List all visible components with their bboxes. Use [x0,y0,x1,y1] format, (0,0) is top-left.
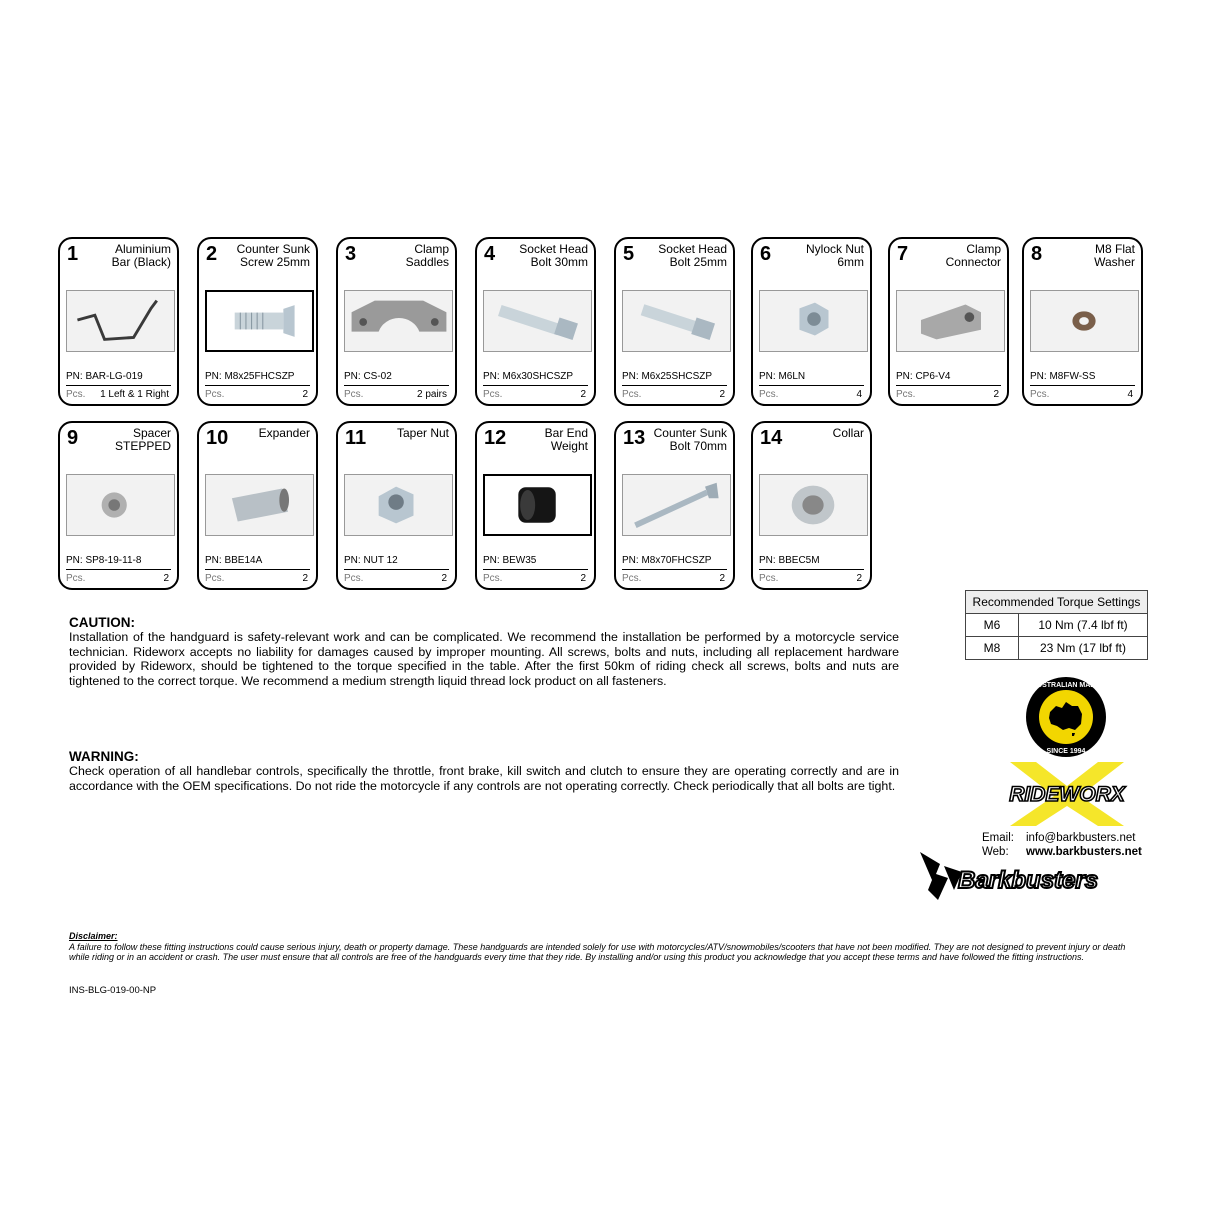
pn-value: CP6-V4 [915,371,951,382]
pn-value: M8FW-SS [1049,371,1096,382]
pcs-label: Pcs. [896,389,916,400]
part-pn-row [66,369,171,386]
part-illustration [760,291,867,351]
part-photo [622,474,731,536]
part-card [751,421,872,590]
part-title: Socket Head Bolt 30mm [519,242,588,269]
part-illustration [484,291,591,351]
part-pcs-row [483,387,588,403]
part-pn-row [483,553,588,570]
part-photo [205,474,314,536]
part-photo [759,290,868,352]
part-illustration [345,475,452,535]
pn-value: BBEC5M [778,555,820,566]
pcs-label: Pcs. [205,389,225,400]
part-number: 4 [484,243,496,265]
pcs-value: 1 Left & 1 Right [100,389,169,400]
part-illustration [67,291,174,351]
part-card [475,421,596,590]
pn-label: PN: [344,371,361,382]
part-title: Spacer STEPPED [114,426,171,453]
part-photo [483,474,592,536]
pcs-label: Pcs. [66,389,86,400]
part-card [888,237,1009,406]
pn-label: PN: [1030,371,1047,382]
part-illustration [760,475,867,535]
part-number: 7 [897,243,909,265]
part-pcs-row [66,387,171,403]
disclaimer-heading: Disclaimer: [69,931,118,941]
part-pn-row [483,369,588,386]
pn-value: M8x25FHCSZP [224,371,295,382]
pcs-value: 2 [441,573,447,584]
part-pcs-row [483,571,588,587]
pcs-label: Pcs. [344,389,364,400]
part-title: Clamp Connector [945,242,1001,269]
warning-text: Check operation of all handlebar controls, specifically the throttle, front brake, kill switch and clutch to ensure they are operating correctly and are in accordance with the OEM specifications. Do not ride the motorcycle if any controls are not operating correctly. Check periodically that all bolts are tight. [69,764,899,793]
part-number: 1 [67,243,79,265]
part-title: Socket Head Bolt 25mm [658,242,727,269]
part-pn-row [759,369,864,386]
part-card [197,237,318,406]
part-number: 6 [760,243,772,265]
pn-label: PN: [483,555,500,566]
australian-made-badge [1025,676,1107,758]
part-illustration [485,476,590,534]
pn-value: NUT 12 [363,555,398,566]
pcs-value: 2 [719,573,725,584]
part-pcs-row [759,571,864,587]
part-card [751,237,872,406]
pn-label: PN: [66,371,83,382]
part-number: 2 [206,243,218,265]
part-title: Counter Sunk Bolt 70mm [653,426,727,453]
torque-table [965,590,1148,660]
pn-value: SP8-19-11-8 [85,555,142,566]
part-pn-row [896,369,1001,386]
part-number: 10 [206,427,229,449]
pn-value: M6LN [778,371,806,382]
torque-size: M6 [966,614,1019,637]
caution-section [69,615,899,688]
part-photo [896,290,1005,352]
web-value: www.barkbusters.net [1026,845,1142,858]
badge-top-text: AUSTRALIAN MADE [1031,682,1101,689]
pcs-value: 2 [302,389,308,400]
part-pcs-row [759,387,864,403]
part-illustration [345,291,452,351]
part-number: 14 [760,427,783,449]
part-pn-row [622,369,727,386]
pn-label: PN: [66,555,83,566]
pcs-value: 2 [302,573,308,584]
torque-value: 23 Nm (17 lbf ft) [1019,637,1148,660]
part-pcs-row [205,571,310,587]
email-value: info@barkbusters.net [1026,832,1136,844]
part-pcs-row [66,571,171,587]
badge-bottom-text: SINCE 1994 [1046,748,1086,755]
part-pcs-row [1030,387,1135,403]
part-number: 11 [345,427,367,449]
pn-value: BEW35 [502,555,537,566]
part-pn-row [344,369,449,386]
web-label: Web: [982,845,1009,858]
part-photo [66,474,175,536]
pcs-label: Pcs. [483,573,503,584]
torque-size: M8 [966,637,1019,660]
caution-text: Installation of the handguard is safety-relevant work and can be complicated. We recommend the installation be performed by a motorcycle service technician. Rideworx accepts no liability for damages caused by improper mounting. All screws, bolts and nuts, including all replacement hardware provided by Rideworx, should be tightened to the torque specified in the table. After the first 50km of riding check all screws, bolts and nuts are tightened to the correct torque. We recommend a medium strength liquid thread lock product on all fasteners. [69,630,899,688]
pcs-value: 2 [719,389,725,400]
part-title: M8 Flat Washer [1094,242,1135,269]
pcs-label: Pcs. [759,389,779,400]
pcs-label: Pcs. [205,573,225,584]
part-card [336,421,457,590]
pcs-value: 2 pairs [416,389,447,400]
part-card [58,237,179,406]
part-card [197,421,318,590]
part-number: 9 [67,427,79,449]
part-pn-row [205,369,310,386]
pn-label: PN: [759,555,776,566]
torque-table-title: Recommended Torque Settings [966,591,1148,614]
pcs-label: Pcs. [483,389,503,400]
pcs-value: 2 [580,573,586,584]
part-title: Expander [258,426,310,440]
pcs-label: Pcs. [759,573,779,584]
part-illustration [207,292,312,350]
pn-value: M8x70FHCSZP [641,555,712,566]
pn-label: PN: [622,371,639,382]
part-title: Aluminium Bar (Black) [111,242,171,269]
barkbusters-wordmark: Barkbusters [958,867,1099,894]
part-pcs-row [205,387,310,403]
pcs-label: Pcs. [66,573,86,584]
pn-label: PN: [759,371,776,382]
pn-label: PN: [205,555,222,566]
rideworx-wordmark: RIDEWORX [1009,783,1125,806]
part-illustration [206,475,313,535]
part-illustration [67,475,174,535]
part-number: 13 [623,427,646,449]
part-pn-row [66,553,171,570]
part-number: 8 [1031,243,1043,265]
part-pcs-row [344,571,449,587]
part-title: Counter Sunk Screw 25mm [236,242,310,269]
pcs-value: 4 [1127,389,1133,400]
pn-value: BBE14A [224,555,263,566]
pn-label: PN: [483,371,500,382]
part-number: 12 [484,427,507,449]
pcs-label: Pcs. [344,573,364,584]
pn-value: BAR-LG-019 [85,371,143,382]
part-card [614,237,735,406]
part-pcs-row [896,387,1001,403]
pcs-value: 2 [993,389,999,400]
pn-value: M6x30SHCSZP [502,371,574,382]
part-illustration [623,291,730,351]
part-pn-row [344,553,449,570]
pcs-value: 2 [163,573,169,584]
part-photo [759,474,868,536]
pn-label: PN: [344,555,361,566]
part-photo [344,290,453,352]
pn-value: CS-02 [363,371,392,382]
part-illustration [623,475,730,535]
rideworx-logo [992,762,1142,826]
disclaimer [69,931,1145,963]
part-title: Taper Nut [396,426,449,440]
pcs-value: 2 [580,389,586,400]
part-pn-row [205,553,310,570]
part-title: Nylock Nut 6mm [805,242,864,269]
part-illustration [897,291,1004,351]
part-pcs-row [622,571,727,587]
pn-label: PN: [896,371,913,382]
email-label: Email: [982,832,1014,844]
caution-heading: CAUTION: [69,615,135,630]
pcs-label: Pcs. [622,573,642,584]
torque-value: 10 Nm (7.4 lbf ft) [1019,614,1148,637]
part-photo [1030,290,1139,352]
part-card [614,421,735,590]
part-number: 3 [345,243,357,265]
part-card [336,237,457,406]
part-pn-row [759,553,864,570]
part-photo [205,290,314,352]
part-card [1022,237,1143,406]
part-title: Bar End Weight [544,426,588,453]
warning-heading: WARNING: [69,749,139,764]
part-pcs-row [344,387,449,403]
document-id: INS-BLG-019-00-NP [69,985,157,996]
pn-label: PN: [205,371,222,382]
part-photo [344,474,453,536]
disclaimer-text: A failure to follow these fitting instructions could cause serious injury, death or property damage. These handguards are intended solely for use with motorcycles/ATV/snowmobiles/scooters that have not been modified. They are not designed to prevent injury or death while riding or in an accident or crash. The user must ensure that all controls are free of the handguards every time that they ride. By installing and/or using this product you acknowledge that you accept these terms and have followed the fitting instructions. [69,941,1126,962]
part-illustration [1031,291,1138,351]
part-card [58,421,179,590]
part-photo [622,290,731,352]
barkbusters-logo [918,850,1146,902]
pcs-label: Pcs. [622,389,642,400]
part-pcs-row [622,387,727,403]
pcs-label: Pcs. [1030,389,1050,400]
part-photo [66,290,175,352]
part-title: Collar [832,426,864,440]
part-photo [483,290,592,352]
part-number: 5 [623,243,635,265]
part-title: Clamp Saddles [405,242,449,269]
part-pn-row [1030,369,1135,386]
pn-label: PN: [622,555,639,566]
pn-value: M6x25SHCSZP [641,371,713,382]
pcs-value: 4 [856,389,862,400]
part-card [475,237,596,406]
part-pn-row [622,553,727,570]
pcs-value: 2 [856,573,862,584]
warning-section [69,749,899,793]
